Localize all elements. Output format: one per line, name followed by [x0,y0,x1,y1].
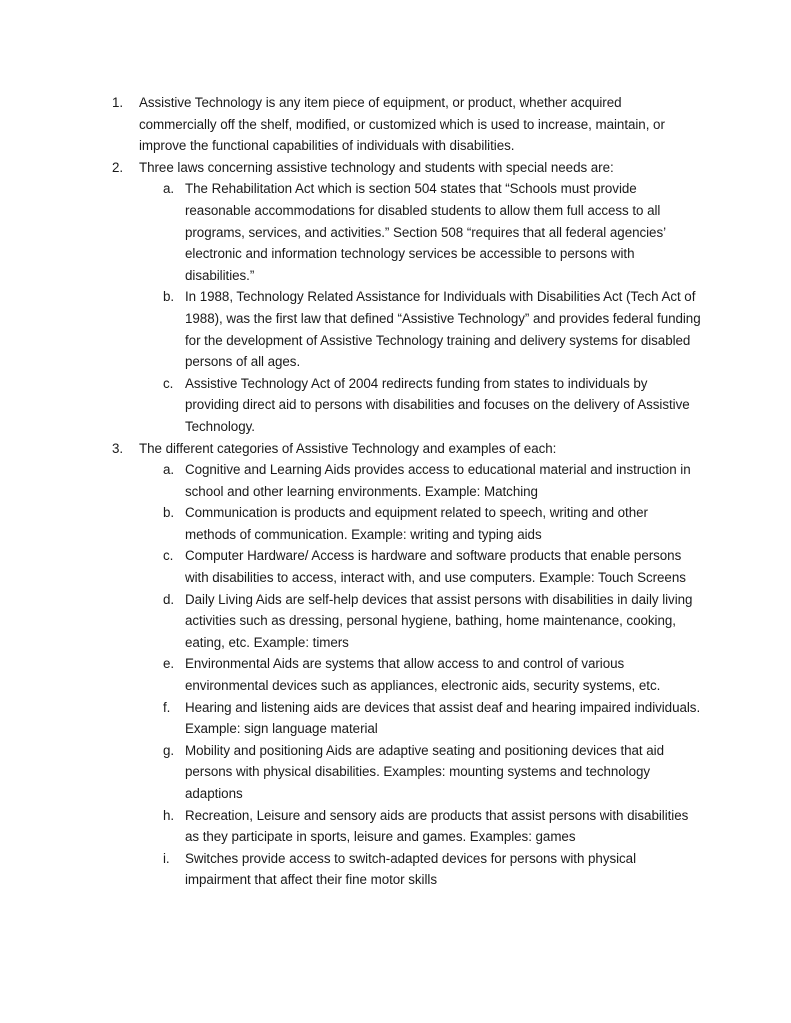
sub-list-letter: c. [163,375,174,391]
list-item-text: The different categories of Assistive Technology and examples of each: [139,440,557,456]
sub-list-item [139,805,702,848]
numbered-list [112,92,702,891]
sub-list [139,178,702,437]
sub-list-item-text: Assistive Technology Act of 2004 redirects funding from states to individuals by providing direct aid to persons with disabilities and focuses on the delivery of Assistive Technology. [185,375,690,434]
sub-list-item [139,848,702,891]
sub-list-letter: a. [163,462,175,478]
sub-list-item-text: Communication is products and equipment related to speech, writing and other methods of communication. Example: writing and typing aids [185,505,648,542]
sub-list-item-text: The Rehabilitation Act which is section 504 states that “Schools must provide reasonable accommodations for disabled students to allow them full access to all programs, services, and activities.” Section 508 “requires that all federal agencies’ electronic and information technology services be accessible to persons with disabilities.” [185,181,666,283]
sub-list-letter: i. [163,850,170,866]
list-number: 2. [112,159,124,175]
sub-list-item-text: Computer Hardware/ Access is hardware and software products that enable persons with disabilities to access, interact with, and use computers. Example: Touch Screens [185,548,686,586]
sub-list-letter: h. [163,807,175,823]
sub-list-letter: d. [163,591,175,607]
sub-list-item [139,286,702,372]
sub-list-item-text: Hearing and listening aids are devices that assist deaf and hearing impaired individuals. Example: sign language material [185,699,701,737]
sub-list-item [139,589,702,654]
list-item [112,92,702,157]
sub-list-item [139,545,702,588]
sub-list-letter: c. [163,548,174,564]
list-item-text: Assistive Technology is any item piece of equipment, or product, whether acquired commercially off the shelf, modified, or customized which is used to increase, maintain, or improve the functional capabilities of individuals with disabilities. [139,95,665,154]
sub-list-letter: f. [163,699,171,715]
sub-list-item-text: In 1988, Technology Related Assistance for Individuals with Disabilities Act (Tech Act of 1988), was the first law that defined “Assistive Technology” and provides federal funding for the development of Assistive Technology training and delivery systems for disabled persons of all ages. [185,289,701,370]
sub-list-letter: b. [163,505,175,521]
sub-list-item-text: Cognitive and Learning Aids provides access to educational material and instruction in school and other learning environments. Example: Matching [185,462,691,499]
list-number: 3. [112,440,124,456]
sub-list-item-text: Recreation, Leisure and sensory aids are products that assist persons with disabilities as they participate in sports, leisure and games. Examples: games [185,807,689,845]
list-item [112,157,702,438]
sub-list-item [139,178,702,286]
sub-list-item [139,373,702,438]
sub-list-letter: a. [163,181,175,197]
sub-list-item [139,697,702,740]
sub-list-item-text: Environmental Aids are systems that allow access to and control of various environmental devices such as appliances, electronic aids, security systems, etc. [185,656,661,694]
list-item [112,438,702,891]
sub-list [139,459,702,891]
sub-list-item [139,459,702,502]
list-number: 1. [112,95,124,110]
sub-list-item-text: Mobility and positioning Aids are adaptive seating and positioning devices that aid persons with physical disabilities. Examples: mounting systems and technology adaptions [185,742,664,801]
sub-list-letter: e. [163,656,175,672]
sub-list-item-text: Switches provide access to switch-adapted devices for persons with physical impairment that affect their fine motor skills [185,850,637,888]
list-item-text: Three laws concerning assistive technology and students with special needs are: [139,159,614,175]
sub-list-item [139,740,702,805]
sub-list-item-text: Daily Living Aids are self-help devices that assist persons with disabilities in daily living activities such as dressing, personal hygiene, bathing, home maintenance, cooking, eating, etc. Example: timers [185,591,693,650]
sub-list-item [139,653,702,696]
sub-list-item [139,502,702,545]
sub-list-letter: g. [163,742,175,758]
sub-list-letter: b. [163,289,175,305]
